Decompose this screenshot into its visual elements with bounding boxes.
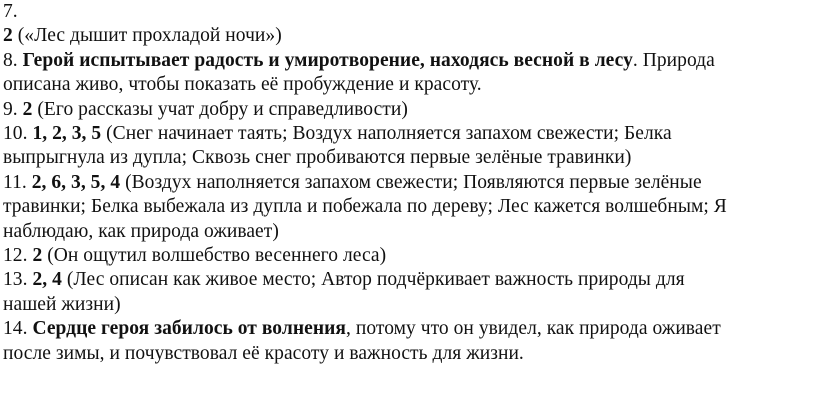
answer-10-text-2: выпрыгнула из дупла; Сквозь снег пробиваются первые зелёные травинки) [3,147,632,169]
answer-7-bold: 2 [3,25,13,47]
answer-9-text: (Его рассказы учат добру и справедливости) [32,98,408,120]
answer-9-line [3,98,808,122]
answer-14-bold: Сердце героя забилось от волнения [32,318,346,340]
answer-8-text-1: . Природа [632,49,715,71]
answer-7-text: («Лес дышит прохладой ночи») [12,25,282,47]
answer-13-bold: 2, 4 [32,269,62,291]
answer-13-text-1: (Лес описан как живое место; Автор подчёркивает важность природы для [61,269,685,291]
answer-10-line-1 [3,122,808,146]
answer-14-line-1 [3,317,808,341]
answer-13-line-2 [3,293,808,317]
answer-11-line-1 [3,171,808,195]
answer-8-text-2: описана живо, чтобы показать её пробуждение и красоту. [3,74,482,96]
answer-8-number: 8. [3,49,23,71]
answer-11-text-1: (Воздух наполняется запахом свежести; Появляются первые зелёные [120,171,702,193]
answer-9-bold: 2 [22,98,33,120]
answer-14-text-2: после зимы, и почувствовал её красоту и важность для жизни. [3,342,524,364]
answer-10-number: 10. [3,123,33,145]
answer-12-line [3,244,808,268]
answer-14-text-1: , потому что он увидел, как природа оживает [346,318,721,340]
answer-12-number: 12. [3,245,33,267]
answer-11-number: 11. [3,171,32,193]
answer-9-number: 9. [3,98,23,120]
answer-10-text-1: (Снег начинает таять; Воздух наполняется запахом свежести; Белка [101,123,672,145]
answer-8-bold: Герой испытывает радость и умиротворение, находясь весной в лесу [22,49,633,71]
answer-13-text-2: нашей жизни) [3,293,121,315]
answer-10-bold: 1, 2, 3, 5 [32,123,102,145]
answer-7-number-line [3,0,808,24]
answer-8-line-2 [3,73,808,97]
answer-14-line-2 [3,342,808,366]
answer-10-line-2 [3,146,808,170]
answer-7-number: 7. [3,1,18,22]
answer-7-line [3,24,808,48]
answer-14-number: 14. [3,318,33,340]
answer-11-line-3 [3,220,808,244]
answer-12-bold: 2 [32,245,43,267]
answer-13-line-1 [3,268,808,292]
answer-11-line-2 [3,195,808,219]
answer-13-number: 13. [3,269,33,291]
answer-12-text: (Он ощутил волшебство весеннего леса) [42,245,387,267]
answer-11-text-2: травинки; Белка выбежала из дупла и побежала по дереву; Лес кажется волшебным; Я [3,196,727,218]
answer-8-line-1 [3,49,808,73]
answer-11-bold: 2, 6, 3, 5, 4 [31,171,121,193]
answer-11-text-3: наблюдаю, как природа оживает) [3,220,279,242]
